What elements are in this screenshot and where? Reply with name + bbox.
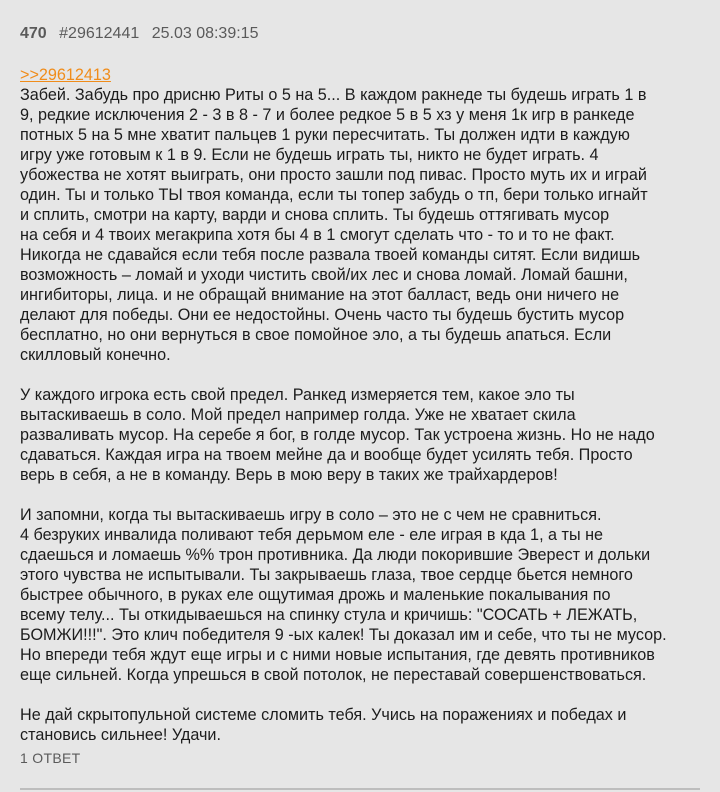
text-line: возможность – ломай и уходи чистить свой/их лес и снова ломай. Ломай башни, <box>20 266 628 284</box>
post-text <box>20 85 710 745</box>
text-line: разваливать мусор. На серебе я бог, в голде мусор. Так устроена жизнь. Но не надо <box>20 426 655 444</box>
reply-link[interactable]: >>29612413 <box>20 66 111 84</box>
post-number[interactable]: 470 <box>20 25 47 42</box>
text-line: верь в себя, а не в команду. Верь в мою веру в таких же трайхардеров! <box>20 466 558 484</box>
post-paragraph <box>20 85 710 365</box>
post-paragraph <box>20 505 710 685</box>
text-line: быстрее обычного, в руках еле ощутимая дрожь и маленькие покалывания по <box>20 586 611 604</box>
text-line: один. Ты и только ТЫ твоя команда, если ты топер забудь о тп, бери только игнайт <box>20 186 648 204</box>
post-datetime: 25.03 08:39:15 <box>151 25 259 42</box>
text-line: ингибиторы, лица. и не обращай внимание на этот балласт, ведь они ничего не <box>20 286 620 304</box>
text-line: вытаскиваешь в соло. Мой предел например голда. Уже не хватает скила <box>20 406 576 424</box>
post-id[interactable]: #29612441 <box>59 25 140 42</box>
text-line: еще сильней. Когда упрешься в свой потолок, не переставай совершенствоваться. <box>20 666 647 684</box>
replies-button[interactable]: 1 ОТВЕТ <box>20 750 81 766</box>
post-body <box>20 65 710 765</box>
text-line: становись сильнее! Удачи. <box>20 726 221 744</box>
text-line: на себя и 4 твоих мегакрипа хотя бы 4 в 1 смогут сделать что - то и то не факт. <box>20 226 615 244</box>
post-paragraph <box>20 705 710 745</box>
text-line: делают для победы. Они ее недостойны. Очень часто ты будешь бустить мусор <box>20 306 625 324</box>
text-line: 9, редкие исключения 2 - 3 в 8 - 7 и более редкое 5 в 5 хз у меня 1к игр в ранкеде <box>20 106 635 124</box>
text-line: всему телу... Ты откидываешься на спинку стула и кричишь: "СОСАТЬ + ЛЕЖАТЬ, <box>20 606 638 624</box>
text-line: сдаваться. Каждая игра на твоем мейне да и вообще будет усилять тебя. Просто <box>20 446 633 464</box>
text-line: Но впереди тебя ждут еще игры и с ними новые испытания, где девять противников <box>20 646 655 664</box>
text-line: И запомни, когда ты вытаскиваешь игру в соло – это не с чем не сравниться. <box>20 506 602 524</box>
text-line: и сплить, смотри на карту, варди и снова сплить. Ты будешь оттягивать мусор <box>20 206 610 224</box>
post-header <box>20 24 258 44</box>
divider <box>20 788 700 790</box>
text-line: бесплатно, но они вернуться в свое помойное эло, а ты будешь апаться. Если <box>20 326 612 344</box>
text-line: игру уже готовым к 1 в 9. Если не будешь играть ты, никто не будет играть. 4 <box>20 146 599 164</box>
text-line: этого чувства не испытывали. Ты закрываешь глаза, твое сердце бьется немного <box>20 566 633 584</box>
text-line: Не дай скрытопульной системе сломить тебя. Учись на поражениях и победах и <box>20 706 627 724</box>
text-line: У каждого игрока есть свой предел. Ранкед измеряется тем, какое эло ты <box>20 386 575 404</box>
text-line: 4 безруких инвалида поливают тебя дерьмом еле - еле играя в кда 1, а ты не <box>20 526 604 544</box>
text-line: потных 5 на 5 мне хватит пальцев 1 руки пересчитать. Ты должен идти в каждую <box>20 126 630 144</box>
text-line: сдаешься и ломаешь %% трон противника. Да люди покорившие Эверест и дольки <box>20 546 651 564</box>
text-line: скилловый конечно. <box>20 346 171 364</box>
text-line: Забей. Забудь про дрисню Риты о 5 на 5... В каждом ракнеде ты будешь играть 1 в <box>20 86 647 104</box>
post-paragraph <box>20 385 710 485</box>
text-line: Никогда не сдавайся если тебя после развала твоей команды ситят. Если видишь <box>20 246 641 264</box>
text-line: БОМЖИ!!!". Это клич победителя 9 -ых калек! Ты доказал им и себе, что ты не мусор. <box>20 626 667 644</box>
text-line: убожества не хотят выиграть, они просто зашли под пивас. Просто муть их и играй <box>20 166 647 184</box>
